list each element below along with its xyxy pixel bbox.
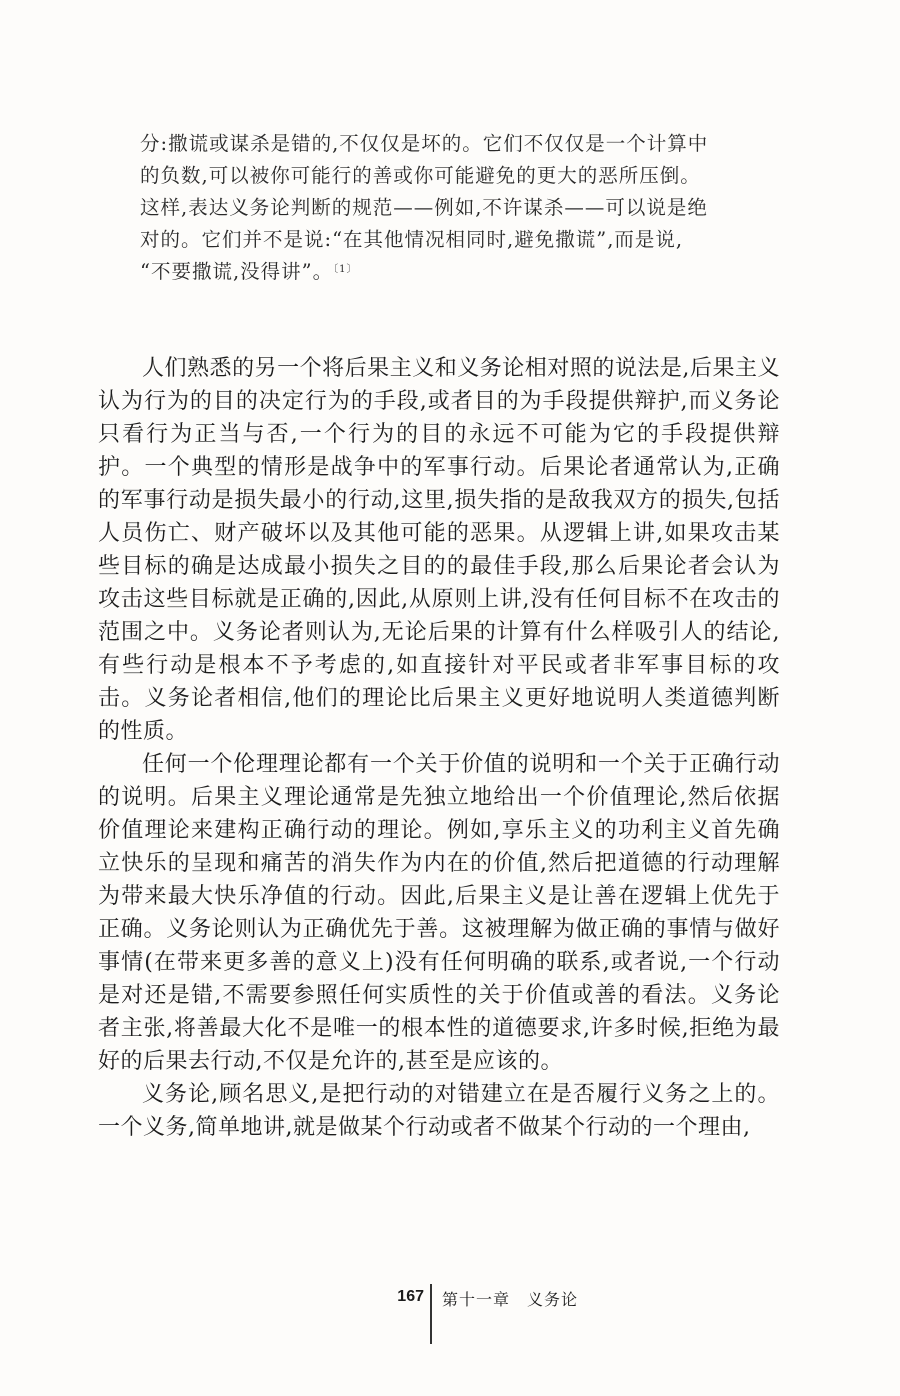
paragraph: 义务论,顾名思义,是把行动的对错建立在是否履行义务之上的。一个义务,简单地讲,就是做某个行动或者不做某个行动的一个理由,	[98, 1082, 780, 1140]
body-text	[98, 352, 780, 1144]
quote-line: 这样,表达义务论判断的规范——例如,不许谋杀——可以说是绝	[140, 196, 708, 219]
quote-line: “不要撒谎,没得讲”。$^{〔1〕}$	[140, 260, 358, 283]
quote-line: 对的。它们并不是说:“在其他情况相同时,避免撒谎”,而是说,	[140, 228, 684, 251]
block-quote	[140, 128, 780, 288]
footnote-marker: 〔1〕	[333, 264, 358, 275]
paragraph: 任何一个伦理理论都有一个关于价值的说明和一个关于正确行动的说明。后果主义理论通常是先独立地给出一个价值理论,然后依据价值理论来建构正确行动的理论。例如,享乐主义的功利主义首先确立快乐的呈现和痛苦的消失作为内在的价值,然后把道德的行动理解为带来最大快乐净值的行动。因此,后果主义是让善在逻辑上优先于正确。义务论则认为正确优先于善。这被理解为做正确的事情与做好事情(在带来更多善的意义上)没有任何明确的联系,或者说,一个行动是对还是错,不需要参照任何实质性的关于价值或善的看法。义务论者主张,将善最大化不是唯一的根本性的道德要求,许多时候,拒绝为最好的后果去行动,不仅是允许的,甚至是应该的。	[98, 752, 780, 1074]
page-footer	[0, 1284, 900, 1348]
chapter-title: 第十一章 义务论	[442, 1290, 579, 1309]
quote-line: 的负数,可以被你可能行的善或你可能避免的更大的恶所压倒。	[140, 164, 701, 187]
footer-divider	[430, 1284, 432, 1344]
paragraph: 人们熟悉的另一个将后果主义和义务论相对照的说法是,后果主义认为行为的目的决定行为的手段,或者目的为手段提供辩护,而义务论只看行为正当与否,一个行为的目的永远不可能为它的手段提供辩护。一个典型的情形是战争中的军事行动。后果论者通常认为,正确的军事行动是损失最小的行动,这里,损失指的是敌我双方的损失,包括人员伤亡、财产破坏以及其他可能的恶果。从逻辑上讲,如果攻击某些目标的确是达成最小损失之目的的最佳手段,那么后果论者会认为攻击这些目标就是正确的,因此,从原则上讲,没有任何目标不在攻击的范围之中。义务论者则认为,无论后果的计算有什么样吸引人的结论,有些行动是根本不予考虑的,如直接针对平民或者非军事目标的攻击。义务论者相信,他们的理论比后果主义更好地说明人类道德判断的性质。	[98, 356, 780, 744]
page-number: 167	[397, 1288, 424, 1305]
quote-line: 分:撒谎或谋杀是错的,不仅仅是坏的。它们不仅仅是一个计算中	[140, 132, 709, 155]
